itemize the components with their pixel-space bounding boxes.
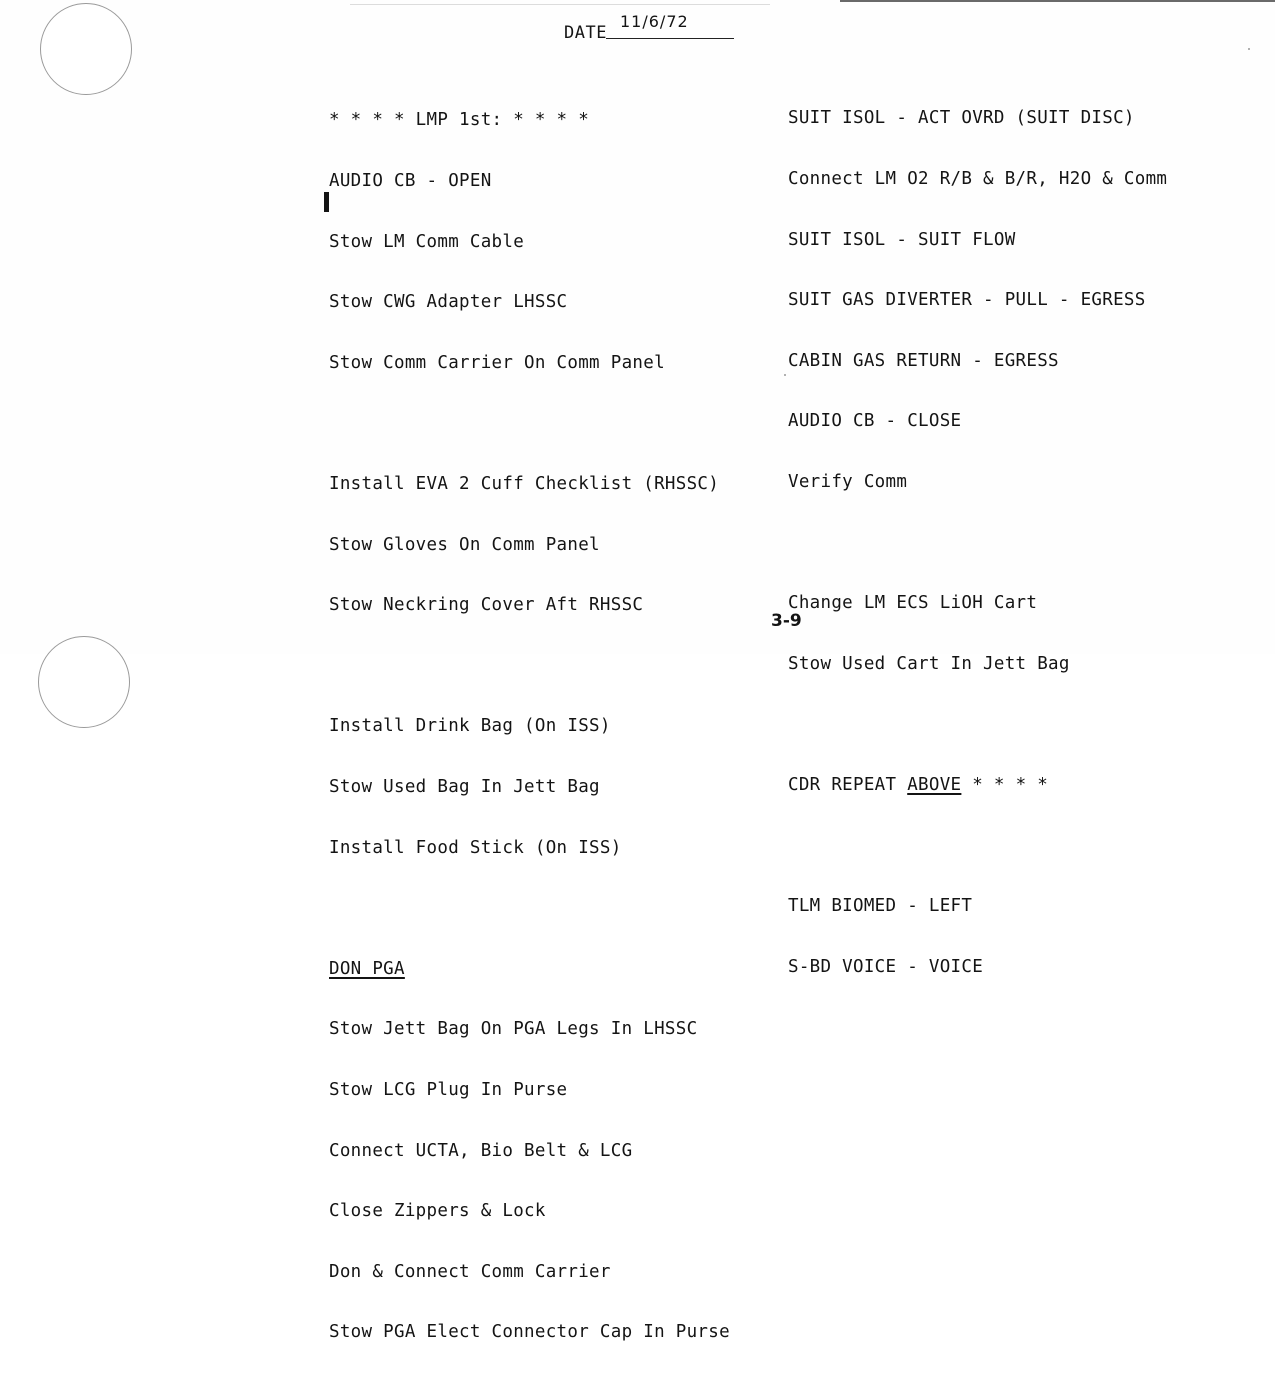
date-field — [564, 12, 744, 42]
checklist-line: Stow Comm Carrier On Comm Panel — [329, 352, 665, 373]
spacer — [788, 714, 1167, 734]
checklist-line: Stow Used Cart In Jett Bag — [788, 653, 1070, 674]
checklist-line: SUIT GAS DIVERTER - PULL - EGRESS — [788, 290, 1146, 311]
checklist-line: * * * * LMP 1st: * * * * — [329, 110, 590, 131]
checklist-line: AUDIO CB - CLOSE — [788, 411, 962, 432]
spacer — [329, 656, 730, 676]
checklist-line: Stow LCG Plug In Purse — [329, 1079, 568, 1100]
checklist-line: Stow PGA Elect Connector Cap In Purse — [329, 1322, 730, 1343]
date-value: 11/6/72 — [620, 12, 689, 31]
checklist-line: TLM BIOMED - LEFT — [788, 896, 973, 917]
checklist-line: SUIT ISOL - SUIT FLOW — [788, 229, 1016, 250]
spacer — [329, 413, 730, 433]
spacer — [788, 836, 1167, 856]
date-underline — [606, 38, 734, 39]
scan-speck — [784, 374, 786, 376]
cdr-repeat-suffix: * * * * — [961, 774, 1049, 795]
right-column — [788, 68, 1167, 1017]
scan-speck — [1248, 48, 1250, 50]
checklist-line: Stow Neckring Cover Aft RHSSC — [329, 595, 644, 616]
checklist-line: Stow CWG Adapter LHSSC — [329, 292, 568, 313]
checklist-line: Stow LM Comm Cable — [329, 231, 525, 252]
checklist-line: CABIN GAS RETURN - EGRESS — [788, 350, 1059, 371]
binder-ring-hole-top — [40, 3, 132, 95]
checklist-line: Don & Connect Comm Carrier — [329, 1261, 611, 1282]
checklist-line: Close Zippers & Lock — [329, 1201, 546, 1222]
checklist-line: Stow Jett Bag On PGA Legs In LHSSC — [329, 1019, 698, 1040]
checklist-line: Verify Comm — [788, 471, 908, 492]
binder-ring-hole-bottom — [38, 636, 130, 728]
checklist-line: Stow Used Bag In Jett Bag — [329, 776, 600, 797]
checklist-line: Install Drink Bag (On ISS) — [329, 716, 611, 737]
checklist-line: AUDIO CB - OPEN — [329, 171, 492, 191]
date-label: DATE — [564, 23, 607, 43]
scan-edge-line — [840, 0, 1275, 2]
checklist-line: Stow Gloves On Comm Panel — [329, 534, 600, 555]
checklist-line: SUIT ISOL - ACT OVRD (SUIT DISC) — [788, 108, 1135, 129]
scan-edge-line-faint — [350, 4, 770, 5]
section-heading-don-pga: DON PGA — [329, 958, 405, 979]
cdr-repeat-above: ABOVE — [907, 774, 962, 795]
cdr-repeat-prefix: CDR REPEAT — [788, 774, 908, 795]
spacer — [329, 898, 730, 918]
cdr-repeat-line — [788, 775, 1167, 795]
checklist-line: Connect UCTA, Bio Belt & LCG — [329, 1140, 633, 1161]
checklist-line: Connect LM O2 R/B & B/R, H2O & Comm — [788, 169, 1168, 189]
page-number: 3-9 — [771, 611, 802, 631]
checklist-line: Change LM ECS LiOH Cart — [788, 593, 1038, 614]
checklist-line: S-BD VOICE - VOICE — [788, 956, 984, 977]
checklist-line: Install EVA 2 Cuff Checklist (RHSSC) — [329, 473, 720, 494]
left-column — [329, 70, 730, 1383]
checklist-line: Install Food Stick (On ISS) — [329, 837, 622, 858]
spacer — [788, 533, 1167, 553]
